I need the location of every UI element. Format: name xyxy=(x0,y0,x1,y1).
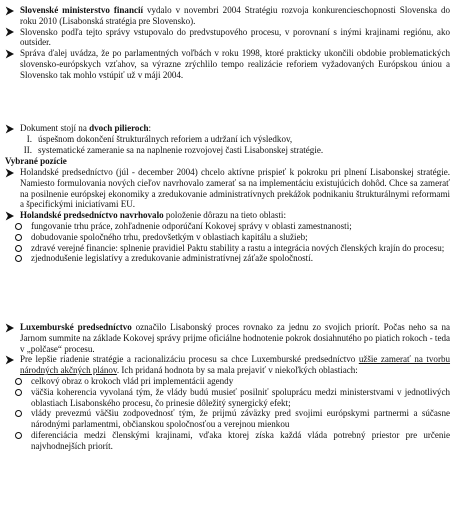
arrow-bullet-icon xyxy=(4,322,16,333)
arrow-bullet-icon xyxy=(4,123,16,134)
bullet-underlined-text: užšie zamerať na tvorbu národných akčných plánov xyxy=(20,354,451,376)
roman-item xyxy=(0,145,457,156)
bullet-text: označilo Lisabonský proces rovnako za jednu zo svojich priorít. Počas neho sa na Jarnom summite na základe Kokovej správy prijme oficiálne hodnotenie pokrok dosiahnutého po piatich rokoch - teda v „polčase“ procesu. xyxy=(20,322,450,354)
circle-bullet-icon xyxy=(12,408,24,419)
sub-bullet-item xyxy=(0,387,457,409)
roman-numeral: I. xyxy=(26,133,32,144)
bullet-item xyxy=(0,123,457,134)
bullet-bold: Slovenské ministerstvo financií xyxy=(20,5,144,15)
circle-bullet-icon xyxy=(12,243,24,254)
arrow-bullet-icon xyxy=(4,27,16,38)
circle-bullet-icon xyxy=(12,253,24,264)
sub-bullet-item xyxy=(0,376,457,387)
bullet-item xyxy=(0,322,457,354)
bullet-item xyxy=(0,5,457,27)
bullet-bold: Luxemburské predsedníctvo xyxy=(20,322,132,332)
sub-bullet-text: dobudovanie spoločného trhu, predovšetkým v oblastiach kapitálu a služieb; xyxy=(31,231,308,242)
bullet-item xyxy=(0,167,457,210)
bullet-text: Slovensko podľa tejto správy vstupovalo do predvstupového procesu, v porovnaní s inými krajinami regiónu, ako outsider. xyxy=(20,26,450,48)
sub-bullet-item xyxy=(0,408,457,430)
roman-item-text: systematické zameranie sa na naplnenie rozvojovej časti Lisabonskej stratégie. xyxy=(38,144,324,155)
bullet-text: Holandské predsedníctvo (júl - december 2004) chcelo aktívne prispieť k pokroku pri plnení Lisabonskej stratégie. Namiesto formulovania nových cieľov navrhovalo zamerať sa na implementáciu existujúcich dohôd. Chce sa zamerať na posilnenie európskej ekonomiky a zredukovanie administratívnych prekážok podnikaniu štrukturálnymi reformami a špecifickými iniciatívami EU. xyxy=(20,167,450,210)
bullet-bold: Holandské predsedníctvo navrhovalo xyxy=(20,210,164,221)
bullet-text: položenie dôrazu na tieto oblasti: xyxy=(163,210,286,221)
roman-numeral: II. xyxy=(23,144,32,155)
sub-bullet-text: zdravé verejné financie: splnenie pravidiel Paktu stability a rastu a integrácia nových členských krajín do procesu; xyxy=(31,242,445,253)
sub-bullet-text: zjednodušenie legislatívy a zredukovanie administratívnej záťaže spoločností. xyxy=(31,253,313,264)
bullet-item xyxy=(0,210,457,221)
bullet-item xyxy=(0,27,457,49)
sub-bullet-item xyxy=(0,232,457,243)
roman-item-text: úspešnom dokončení štrukturálnych reforiem a udržaní ich výsledkov, xyxy=(38,133,293,144)
sub-bullet-text: fungovanie trhu práce, zohľadnenie odporúčaní Kokovej správy v oblasti zamestnanosti; xyxy=(31,220,352,231)
sub-bullet-text: vlády prevezmú väčšiu zodpovednosť tým, že prijmú záväzky pred svojimi európskymi partnermi a súčasne národnými parlamentmi, občianskou spoločnosťou a verejnou mienkou xyxy=(31,408,450,430)
sub-bullet-item xyxy=(0,221,457,232)
dutch-presidency-block xyxy=(0,167,457,264)
pillars-intro: Dokument stojí na xyxy=(20,123,90,133)
circle-bullet-icon xyxy=(12,221,24,232)
bullet-item xyxy=(0,354,457,376)
circle-bullet-icon xyxy=(12,232,24,243)
circle-bullet-icon xyxy=(12,387,24,398)
sub-bullet-text: väčšia koherencia vyvolaná tým, že vlády budú musieť posilniť spoluprácu medzi ministerstvami v jednotlivých oblastiach Lisabonského procesu, čo prinesie dôležitý synergický efekt; xyxy=(31,386,450,408)
pillars-block xyxy=(0,123,457,155)
sub-bullet-item xyxy=(0,253,457,264)
arrow-bullet-icon xyxy=(4,354,16,365)
arrow-bullet-icon xyxy=(4,48,16,59)
arrow-bullet-icon xyxy=(4,167,16,178)
sub-bullet-item xyxy=(0,430,457,452)
pillars-intro-bold: dvoch pilieroch xyxy=(89,123,149,133)
pillars-intro-end: : xyxy=(148,123,152,133)
sub-bullet-text: celkový obraz o krokoch vlád pri implementácii agendy xyxy=(31,375,234,386)
bullet-item xyxy=(0,48,457,80)
sub-bullet-text: diferenciácia medzi členskými krajinami, vďaka ktorej získa každá vláda potrebný priestor pre určenie najvhodnejších priorít. xyxy=(31,429,450,451)
bullet-text: vydalo v novembri 2004 Stratégiu rozvoja konkurencieschopnosti Slovenska do roku 2010 (Lisabonská stratégia pre Slovensko). xyxy=(20,5,451,26)
slovak-strategy-block xyxy=(0,5,457,81)
luxembourg-presidency-block xyxy=(0,322,457,452)
section-heading: Vybrané pozície xyxy=(5,156,67,166)
bullet-text: Pre lepšie riadenie stratégie a racionalizáciu procesu sa chce Luxemburské predsedníctvo xyxy=(20,354,359,365)
arrow-bullet-icon xyxy=(4,5,16,16)
arrow-bullet-icon xyxy=(4,210,16,221)
sub-bullet-item xyxy=(0,243,457,254)
roman-item xyxy=(0,134,457,145)
circle-bullet-icon xyxy=(12,430,24,441)
circle-bullet-icon xyxy=(12,376,24,387)
bullet-text-tail: . Ich pridaná hodnota by sa mala prejaviť v niekoľkých oblastiach: xyxy=(116,365,358,376)
bullet-text: Správa ďalej uvádza, že po parlamentných voľbách v roku 1998, ktoré prakticky ukončili obdobie problematických slovensko-európskych vzťahov, sa výrazne zrýchlilo tempo realizácie reforiem vyžadovaných Európskou úniou a Slovensko tak mohlo vstúpiť už v máji 2004. xyxy=(20,48,450,80)
